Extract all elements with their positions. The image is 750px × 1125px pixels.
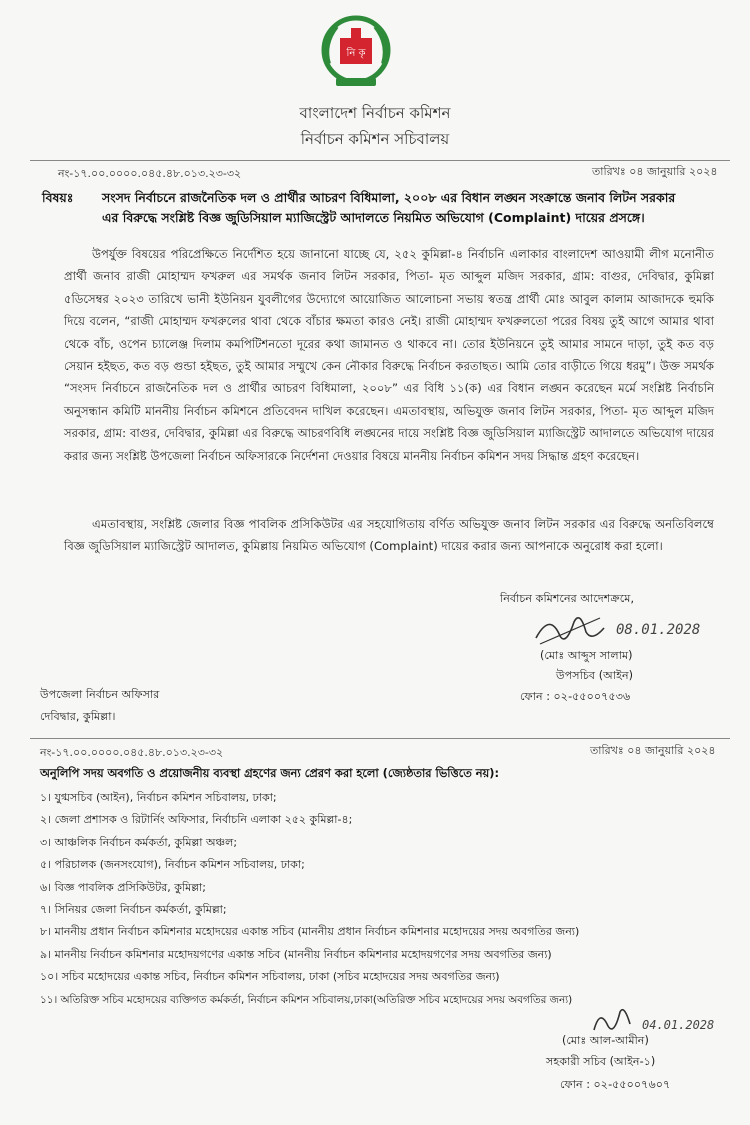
signatory-name-2: (মোঃ আল-আমীন) — [562, 1034, 649, 1047]
recipient-line-2: দেবিদ্বার, কুমিল্লা। — [40, 710, 116, 723]
signatory-name-1: (মোঃ আব্দুস সালাম) — [540, 649, 633, 662]
list-item: ৮। মাননীয় প্রধান নির্বাচন কমিশনার মহোদয়ের একান্ত সচিব (মাননীয় প্রধান নির্বাচন কমিশনার মহোদয়ের সদয় অবগতির জন্য) — [40, 925, 580, 939]
list-item: ৯। মাননীয় নির্বাচন কমিশনার মহোদয়গণের একান্ত সচিব (মাননীয় নির্বাচন কমিশনার মহোদয়গণের সদয় অবগতির জন্য) — [40, 947, 552, 961]
signatory-phone-2: ফোন : ০২-৫৫০০৭৬০৭ — [560, 1078, 671, 1091]
signatory-title-1: উপসচিব (আইন) — [556, 669, 633, 682]
handwritten-date-1: 08.01.2028 — [616, 622, 701, 638]
list-item: ১১। অতিরিক্ত সচিব মহোদয়ের ব্যক্তিগত কর্মকর্তা, নির্বাচন কমিশন সচিবালয়,ঢাকা(অতিরিক্ত সচিব মহোদয়ের সদয় অবগতির জন্য) — [40, 993, 573, 1006]
order-line: নির্বাচন কমিশনের আদেশক্রমে, — [500, 592, 635, 605]
copies-list — [40, 787, 720, 1011]
copy-ref-number: নং-১৭.০০.০০০০.০৪৫.৪৮.০১৩.২৩-৩২ — [40, 746, 224, 759]
section-divider — [30, 738, 730, 739]
body-paragraph-2: এমতাবস্থায়, সংশ্লিষ্ট জেলার বিজ্ঞ পাবলিক প্রসিকিউটর এর সহযোগিতায় বর্ণিত অভিযুক্ত জনাব লিটন সরকার এর বিরুদ্ধে অনতিবিলম্বে বিজ্ঞ জুডিসিয়াল ম্যাজিস্ট্রেট আদালত, কুমিল্লায় নিয়মিত অভিযোগ (Complaint) দায়ের করার জন্য আপনাকে অনুরোধ করা হলো। — [64, 517, 714, 554]
memo-date: তারিখঃ ০৪ জানুয়ারি ২০২৪ — [592, 165, 718, 178]
signatory-phone-1: ফোন : ০২-৫৫০০৭৫৩৬ — [520, 690, 631, 703]
list-item: ১০। সচিব মহোদয়ের একান্ত সচিব, নির্বাচন কমিশন সচিবালয়, ঢাকা (সচিব মহোদয়ের সদয় অবগতির জন্য) — [40, 970, 500, 984]
election-commission-logo — [318, 14, 394, 90]
signatory-title-2: সহকারী সচিব (আইন-১) — [546, 1055, 656, 1068]
signature-mark-1 — [530, 608, 610, 650]
copies-heading: অনুলিপি সদয় অবগতি ও প্রয়োজনীয় ব্যবস্থা গ্রহণের জন্য প্রেরণ করা হলো (জ্যেষ্ঠতার ভিত্তিতে নয়): — [40, 766, 500, 780]
list-item: ২। জেলা প্রশাসক ও রিটার্নিং অফিসার, নির্বাচনি এলাকা ২৫২ কুমিল্লা-৪; — [40, 813, 353, 827]
memo-ref-number: নং-১৭.০০.০০০০.০৪৫.৪৮.০১৩.২৩-৩২ — [58, 167, 242, 180]
subject-label: বিষয়ঃ — [42, 190, 74, 205]
recipient-line-1: উপজেলা নির্বাচন অফিসার — [40, 688, 160, 701]
copy-date: তারিখঃ ০৪ জানুয়ারি ২০২৪ — [590, 744, 716, 757]
list-item: ১। যুগ্মসচিব (আইন), নির্বাচন কমিশন সচিবালয়, ঢাকা; — [40, 791, 277, 804]
body-paragraph-1: উপর্যুক্ত বিষয়ের পরিপ্রেক্ষিতে নির্দেশিত হয়ে জানানো যাচ্ছে যে, ২৫২ কুমিল্লা-৪ নির্বাচনি এলাকার বাংলাদেশ আওয়ামী লীগ মনোনীত প্রার্থী জনাব রাজী মোহাম্মদ ফখরুল এর সমর্থক জনাব লিটন সরকার, পিতা- মৃত আব্দুল মজিদ সরকার, গ্রাম: বাগুর, দেবিদ্বার, কুমিল্লা ৫ডিসেম্বর ২০২৩ তারিখে ভানী ইউনিয়ন যুবলীগের উদ্যোগে আয়োজিত আলোচনা সভায় স্বতন্ত্র প্রার্থী মোঃ আবুল কালাম আজাদকে হুমকি দিয়ে বলেন, “রাজী মোহাম্মদ ফখরুলের থাবা থেকে বাঁচার ক্ষমতা কারও নেই। রাজী মোহাম্মদ ফখরুলতো পরের বিষয় তুই আগে আমার থাবা থেকে বাঁচ, ওপেন চ্যালেঞ্জ দিলাম কমপিটিশনতো দূরের কথা জামানত ও থাকবে না। তোর ইউনিয়নে তুই আমার সামনে দাড়া, তুই কত বড় সেয়ান হইছত, কত বড় গুন্ডা হইছত, তুই আমার সম্মুখে কেন নৌকার বিরুদ্ধে নির্বাচন করতাছত। আমি তোর বাড়ীতে গিয়ে ধরমু”। উক্ত সমর্থক “সংসদ নির্বাচনে রাজনৈতিক দল ও প্রার্থীর আচরণ বিধিমালা, ২০০৮” এর বিধি ১১(ক) এর বিধান লঙ্ঘন করেছেন মর্মে সংশ্লিষ্ট নির্বাচনি অনুসন্ধান কমিটি মাননীয় নির্বাচন কমিশনে প্রতিবেদন দাখিল করেছেন। এমতাবস্থায়, অভিযুক্ত জনাব লিটন সরকার, পিতা- মৃত আব্দুল মজিদ সরকার, গ্রাম: বাগুর, দেবিদ্বার, কুমিল্লা এর বিরুদ্ধে আচরণবিধি লঙ্ঘনের দায়ে সংশ্লিষ্ট বিজ্ঞ জুডিসিয়াল ম্যাজিস্ট্রেট আদালতে অভিযোগ দায়ের করার জন্য সংশ্লিষ্ট উপজেলা নির্বাচন অফিসারকে নির্দেশনা দেওয়ার বিষয়ে মাননীয় নির্বাচন কমিশন সদয় সিদ্ধান্ত গ্রহণ করেছেন। — [64, 247, 714, 463]
header-divider — [30, 160, 730, 161]
org-subname: নির্বাচন কমিশন সচিবালয় — [300, 130, 450, 148]
handwritten-date-2: 04.01.2028 — [642, 1018, 715, 1032]
subject-line-1: সংসদ নির্বাচনে রাজনৈতিক দল ও প্রার্থীর আচরণ বিধিমালা, ২০০৮ এর বিধান লঙ্ঘন সংক্রান্তে জনাব লিটন সরকার — [102, 190, 676, 205]
logo-text: নি কৃ — [346, 48, 366, 59]
subject-line-2: এর বিরুদ্ধে সংশ্লিষ্ট বিজ্ঞ জুডিসিয়াল ম্যাজিস্ট্রেট আদালতে নিয়মিত অভিযোগ (Complaint) দায়ের প্রসঙ্গে। — [102, 210, 645, 225]
subject-block — [42, 188, 722, 228]
list-item: ৩। আঞ্চলিক নির্বাচন কর্মকর্তা, কুমিল্লা অঞ্চল; — [40, 835, 238, 849]
list-item: ৬। বিজ্ঞ পাবলিক প্রসিকিউটর, কুমিল্লা; — [40, 880, 206, 894]
list-item: ৫। পরিচালক (জনসংযোগ), নির্বাচন কমিশন সচিবালয়, ঢাকা; — [40, 858, 305, 872]
list-item: ৭। সিনিয়র জেলা নির্বাচন কর্মকর্তা, কুমিল্লা; — [40, 903, 227, 917]
org-name: বাংলাদেশ নির্বাচন কমিশন — [299, 104, 451, 122]
